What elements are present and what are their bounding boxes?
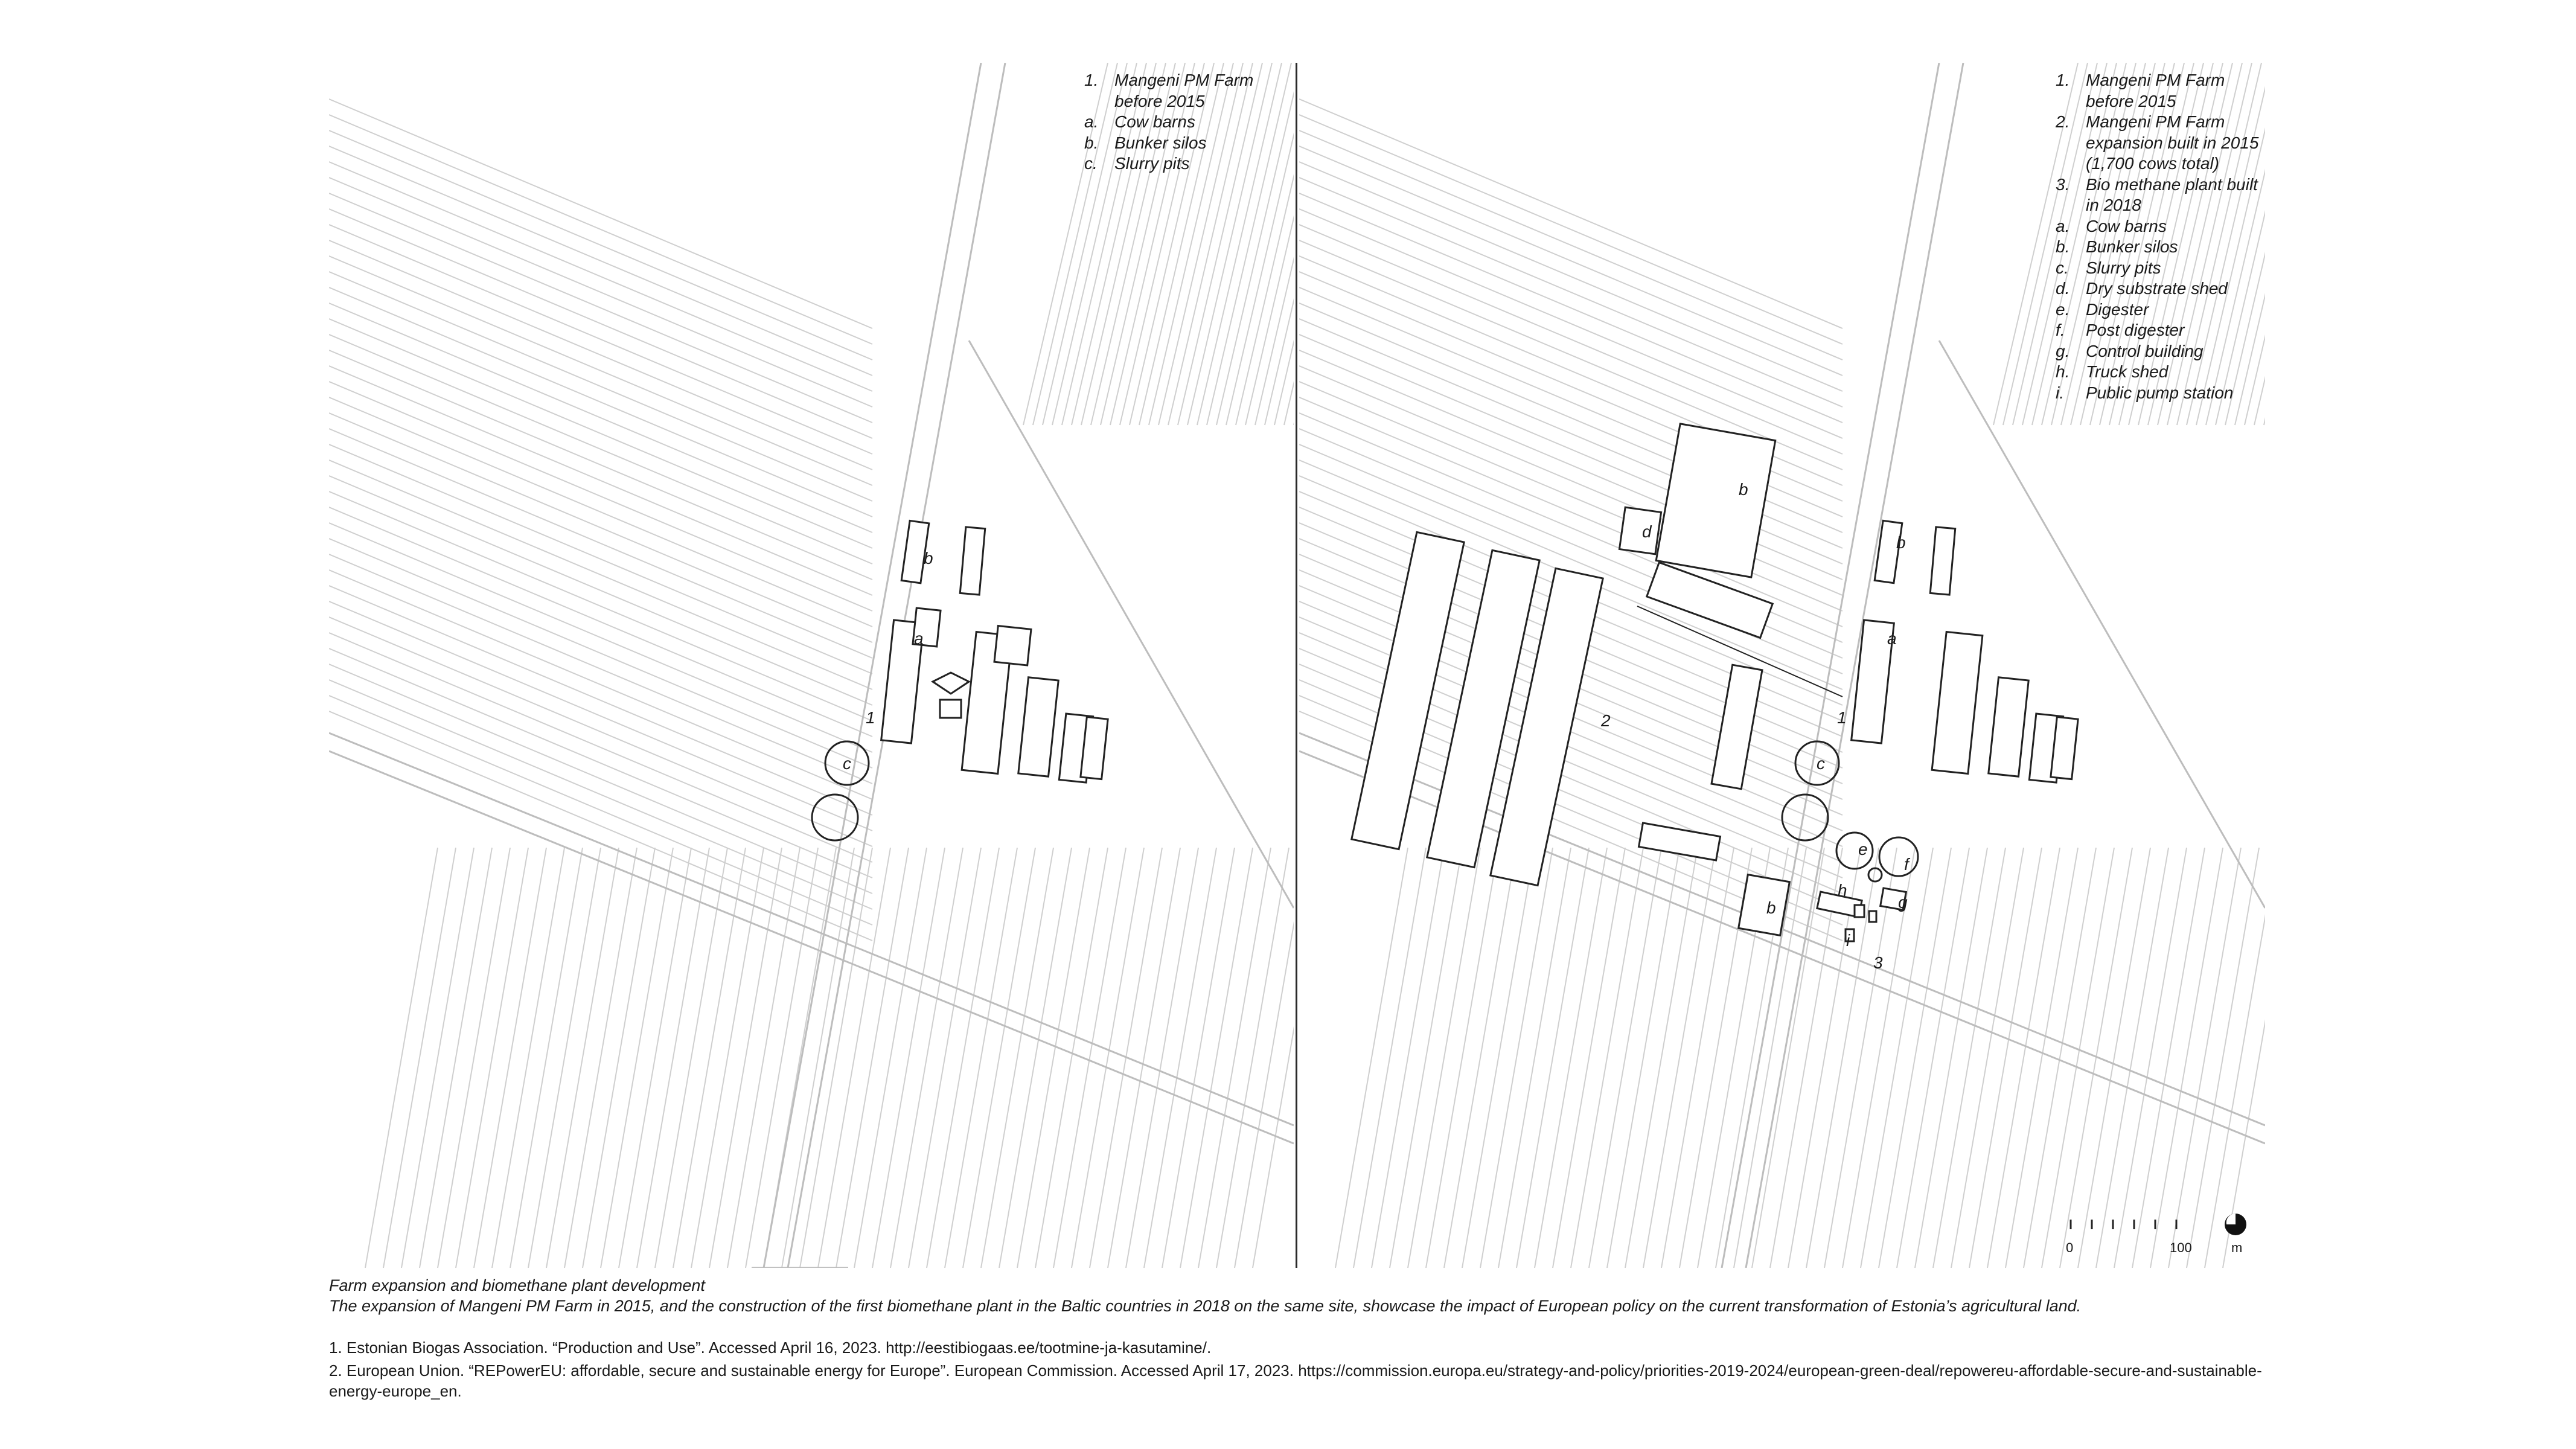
legend-item — [1084, 70, 1283, 112]
legend-before — [1084, 70, 1283, 174]
label-truck-shed-h: h — [1838, 881, 1847, 900]
label-site-1: 1 — [866, 708, 875, 727]
label-digester-e: e — [1858, 840, 1868, 859]
legend-item — [2056, 278, 2261, 299]
panel-divider — [1296, 63, 1297, 1268]
legend-text: Mangeni PM Farm before 2015 — [2086, 71, 2225, 110]
figure-caption — [329, 1275, 2261, 1316]
label-farm-1: a — [914, 629, 924, 648]
label-site-1-right: 1 — [1837, 708, 1847, 727]
footnotes — [329, 1337, 2273, 1404]
legend-key: g. — [2056, 341, 2070, 360]
legend-text: Cow barns — [1114, 112, 1195, 131]
legend-text: Digester — [2086, 299, 2149, 319]
label-control-g: g — [1898, 893, 1908, 912]
label-dry-shed-d: d — [1642, 522, 1652, 541]
legend-item — [1084, 133, 1283, 154]
legend-key: 3. — [2056, 174, 2070, 194]
legend-item — [2056, 320, 2261, 341]
legend-key: e. — [2056, 299, 2070, 319]
legend-key: 1. — [2056, 71, 2070, 89]
label-slurry-c: c — [843, 754, 851, 773]
legend-item — [2056, 258, 2261, 279]
legend-key: c. — [2056, 258, 2069, 277]
legend-item — [2056, 174, 2261, 216]
scale-start: 0 — [2066, 1240, 2074, 1255]
label-silos-b-plant: b — [1766, 898, 1776, 917]
legend-key: 1. — [1084, 71, 1099, 89]
legend-key: 2. — [2056, 112, 2070, 131]
legend-text: Slurry pits — [2086, 258, 2161, 277]
legend-item — [2056, 299, 2261, 321]
label-expansion-2: 2 — [1601, 711, 1611, 730]
label-silos-b-large: b — [1739, 480, 1748, 499]
scale-end: 100 — [2170, 1240, 2192, 1255]
caption-title: Farm expansion and biomethane plant development — [329, 1276, 705, 1294]
legend-text: Bunker silos — [2086, 237, 2178, 256]
legend-text: Truck shed — [2086, 362, 2169, 381]
legend-key: a. — [2056, 216, 2070, 235]
legend-text: Bunker silos — [1114, 133, 1207, 152]
scale-bar — [2065, 1208, 2264, 1262]
scale-unit: m — [2231, 1240, 2243, 1255]
legend-key: b. — [1084, 133, 1099, 152]
legend-text: Bio methane plant built in 2018 — [2086, 174, 2258, 214]
legend-key: c. — [1084, 154, 1098, 173]
label-post-digester-f: f — [1904, 855, 1909, 874]
legend-item — [2056, 362, 2261, 383]
legend-key: i. — [2056, 383, 2064, 402]
legend-item — [2056, 341, 2261, 362]
label-silos-b-right: b — [1896, 533, 1906, 552]
legend-text: Dry substrate shed — [2086, 279, 2228, 298]
site-plan-before — [329, 63, 1294, 1268]
legend-text: Mangeni PM Farm expansion built in 2015 (1,700 cows total) — [2086, 112, 2259, 173]
legend-key: d. — [2056, 279, 2070, 298]
legend-item — [2056, 216, 2261, 237]
label-pump-i: i — [1846, 931, 1850, 950]
north-arrow-icon — [2225, 1214, 2246, 1235]
caption-description: The expansion of Mangeni PM Farm in 2015, and the construction of the first biomethane plant in the Baltic countries in 2018 on the same site, showcase the impact of European policy on the current transformation of Estonia’s agricultural land. — [329, 1297, 2082, 1315]
map-before-2015 — [329, 63, 1294, 1268]
legend-key: f. — [2056, 321, 2065, 339]
legend-after — [2056, 70, 2261, 403]
legend-item — [2056, 383, 2261, 404]
legend-item — [1084, 153, 1283, 174]
legend-item — [1084, 112, 1283, 133]
legend-key: a. — [1084, 112, 1099, 131]
label-slurry-c-right: c — [1817, 754, 1825, 773]
legend-item — [2056, 112, 2261, 174]
legend-text: Mangeni PM Farm before 2015 — [1114, 71, 1254, 110]
legend-text: Control building — [2086, 341, 2204, 360]
legend-text: Public pump station — [2086, 383, 2234, 402]
label-plant-3: 3 — [1873, 953, 1883, 972]
legend-item — [2056, 237, 2261, 258]
legend-item — [2056, 70, 2261, 112]
legend-text: Slurry pits — [1114, 154, 1190, 173]
footnote-2: 2. European Union. “REPowerEU: affordable, secure and sustainable energy for Europe”. European Commission. Accessed April 17, 2023. https://commission.europa.eu/strategy-and-policy/priorities-2019-2024/european-green-deal/repowereu-affordable-secure-and-sustainable-energy-europe_en. — [329, 1361, 2262, 1400]
label-barns-a-right: a — [1887, 629, 1897, 648]
label-silos-b: b — [924, 549, 933, 568]
legend-key: h. — [2056, 362, 2070, 381]
legend-text: Post digester — [2086, 321, 2185, 339]
legend-text: Cow barns — [2086, 216, 2167, 235]
legend-key: b. — [2056, 237, 2070, 256]
footnote-1: 1. Estonian Biogas Association. “Production and Use”. Accessed April 16, 2023. http://eestibiogaas.ee/tootmine-ja-kasutamine/. — [329, 1339, 1212, 1357]
